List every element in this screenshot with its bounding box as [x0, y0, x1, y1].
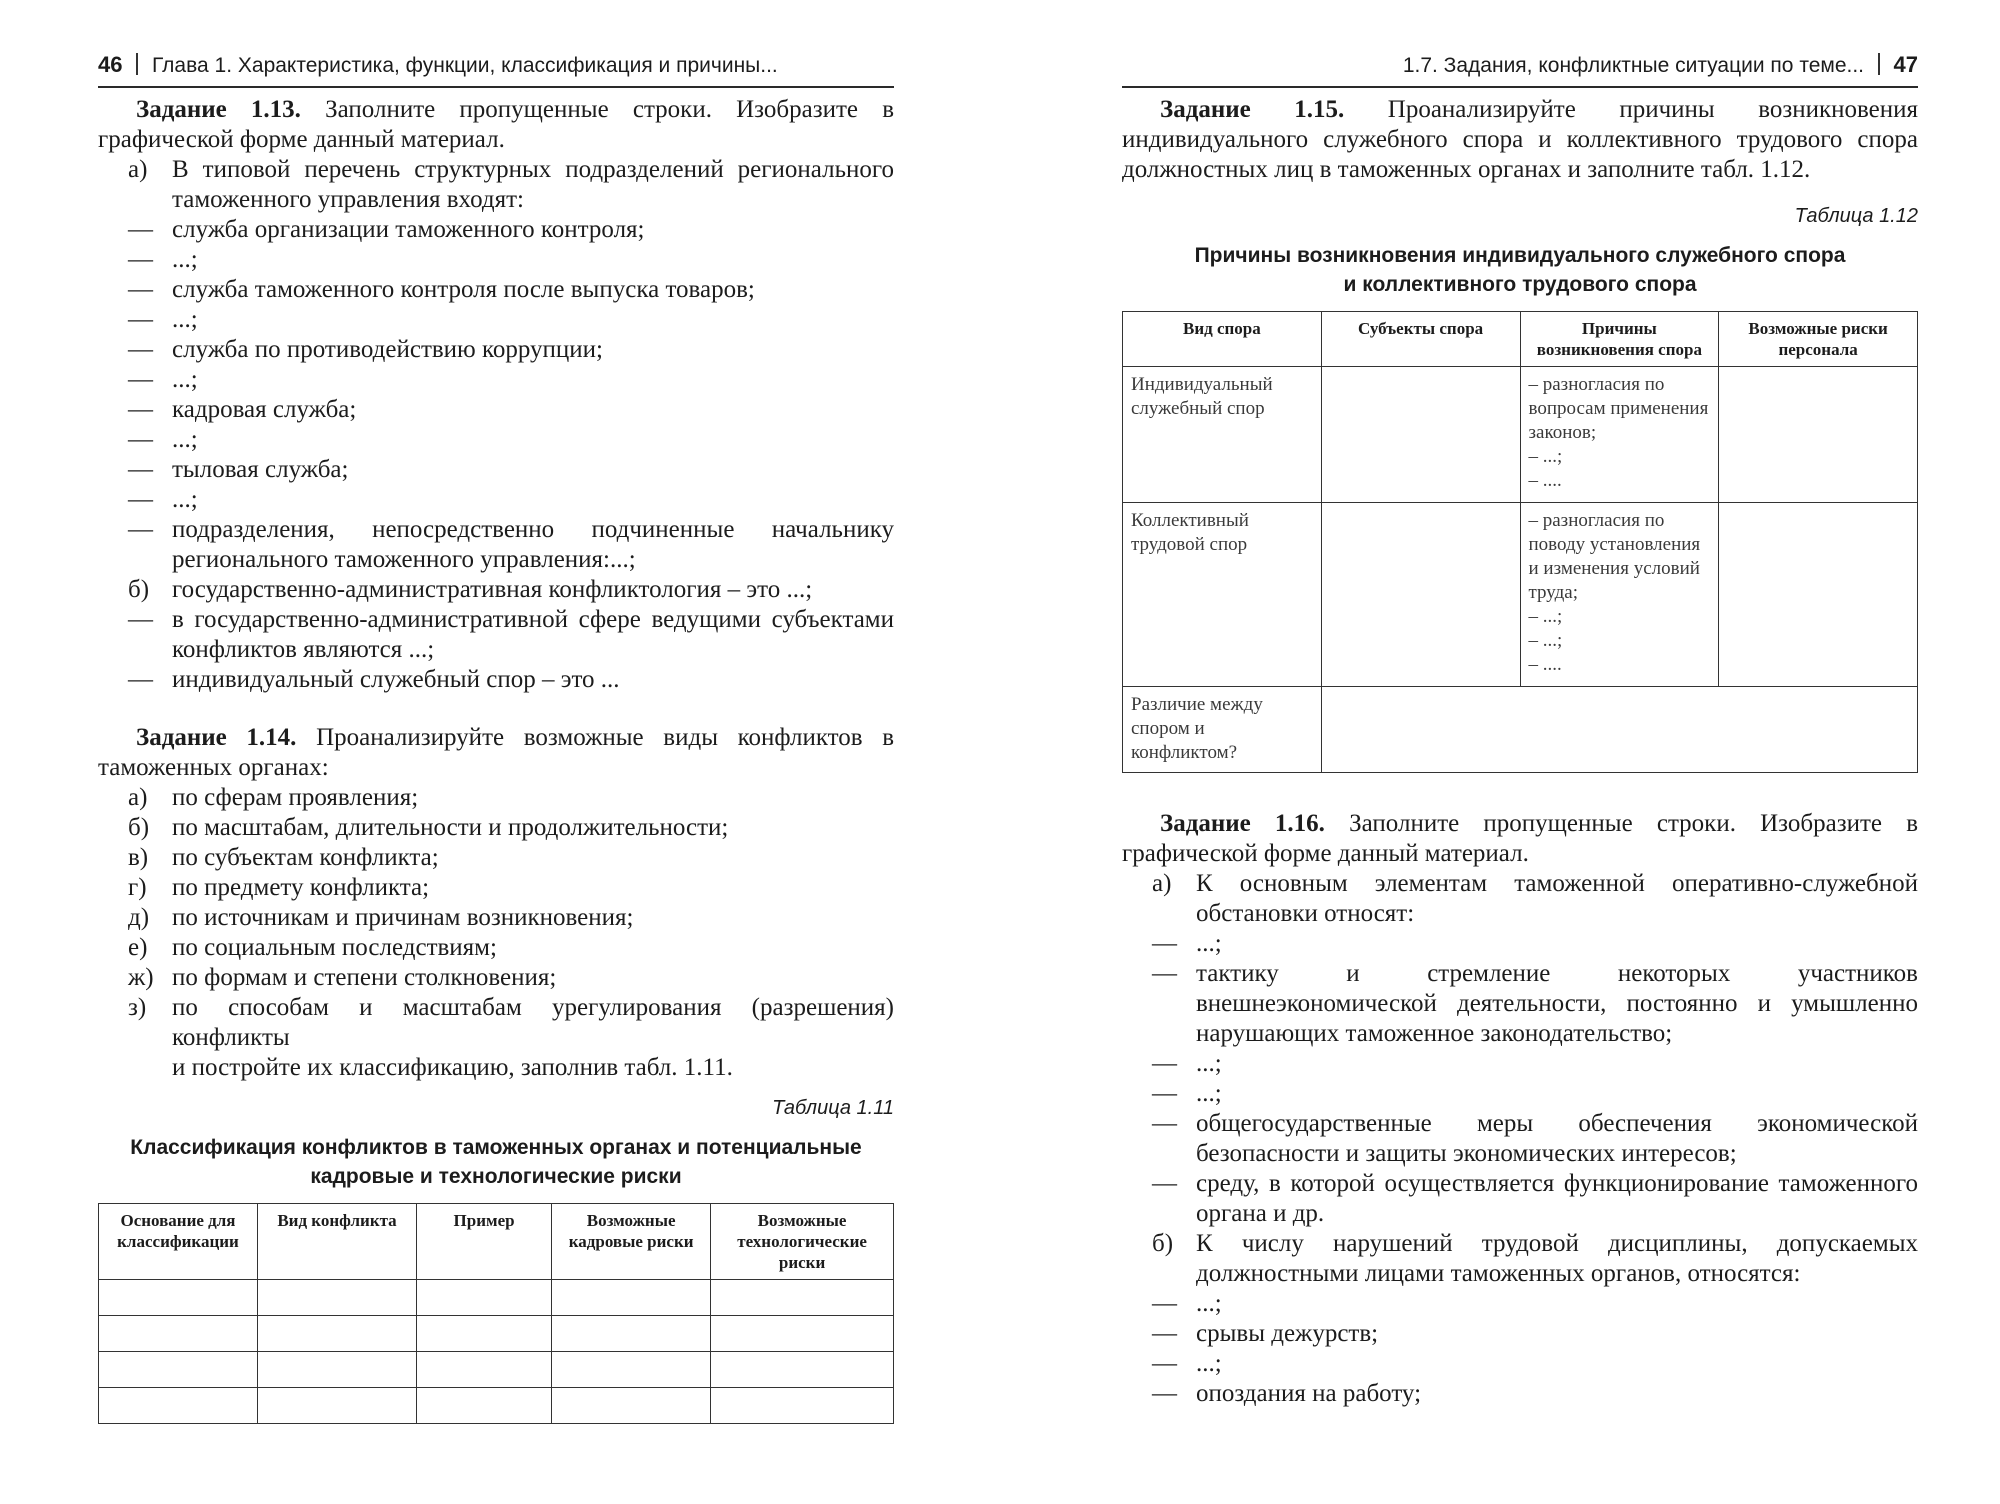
table-header-cell: Вид спора: [1123, 312, 1322, 367]
list-item-text: ...;: [1196, 1290, 1222, 1317]
task-1-16-text: Заполните пропущенные строки. Изобразите в графической форме данный материал.: [1122, 810, 1918, 867]
dash-marker: —: [1152, 1050, 1177, 1077]
list-item: [98, 305, 894, 335]
dash-marker: —: [128, 516, 153, 543]
list-item-text: тактику и стремление некоторых участников внешнеэкономической деятельности, постоянно и умышленно нарушающих таможенное законодательство;: [1196, 960, 1918, 1047]
list-item: [98, 993, 894, 1053]
list-item-text: ...;: [172, 246, 198, 273]
table-header-cell: Вид конфликта: [258, 1204, 417, 1280]
table-header-cell: Пример: [417, 1204, 552, 1280]
list-item: [1122, 1289, 1918, 1319]
spacer: [98, 695, 894, 723]
list-item: [1122, 1169, 1918, 1229]
table-header-row: [1123, 312, 1918, 367]
table-cell: [1321, 367, 1520, 503]
dash-marker: —: [128, 216, 153, 243]
table-cell: [711, 1352, 894, 1388]
list-item: [1122, 1049, 1918, 1079]
list-item: [98, 873, 894, 903]
list-item: [1122, 1079, 1918, 1109]
task-1-15-label: Задание 1.15.: [1160, 96, 1345, 123]
table-cell: [99, 1352, 258, 1388]
list-item-text: по предмету конфликта;: [172, 874, 430, 901]
list-item-text: по источникам и причинам возникновения;: [172, 904, 634, 931]
table-1-11: [98, 1203, 894, 1424]
right-section-title: 1.7. Задания, конфликтные ситуации по теме...: [1402, 54, 1865, 77]
task-1-13-item-b: [98, 575, 894, 605]
table-title-line: и коллективного трудового спора: [1343, 273, 1697, 296]
table-header-cell: Возможные технологические риски: [711, 1204, 894, 1280]
table-header-cell: Причины возникновения спора: [1520, 312, 1719, 367]
list-item-text: тыловая служба;: [172, 456, 349, 483]
list-item: [98, 215, 894, 245]
table-row: [1123, 687, 1918, 773]
dash-marker: —: [1152, 1350, 1177, 1377]
table-1-11-caption: Таблица 1.11: [772, 1097, 894, 1119]
dash-marker: —: [1152, 960, 1177, 987]
list-marker: д): [128, 904, 150, 931]
dash-marker: —: [1152, 1380, 1177, 1407]
task-1-13-label: Задание 1.13.: [136, 96, 301, 123]
list-item-text: служба по противодействию коррупции;: [172, 336, 603, 363]
left-page-number: 46: [98, 52, 123, 77]
list-item-text: опоздания на работу;: [1196, 1380, 1422, 1407]
dash-marker: —: [128, 486, 153, 513]
dispute-cause-cell: [1520, 367, 1719, 503]
right-page-number: 47: [1893, 52, 1918, 77]
list-item: [1122, 1319, 1918, 1349]
dash-marker: —: [128, 246, 153, 273]
task-1-14-closing: и постройте их классификацию, заполнив табл. 1.11.: [172, 1054, 733, 1081]
table-header-row: [99, 1204, 894, 1280]
table-cell: [258, 1352, 417, 1388]
table-header-cell: Субъекты спора: [1321, 312, 1520, 367]
table-cell: [258, 1316, 417, 1352]
list-marker: а): [128, 784, 148, 811]
cause-line: – ....: [1528, 470, 1562, 491]
dash-marker: —: [1152, 1110, 1177, 1137]
list-item: [1122, 1109, 1918, 1169]
table-cell: [417, 1352, 552, 1388]
list-marker: в): [128, 844, 149, 871]
list-item-text: в государственно-административной сфере ведущими субъектами конфликтов являются ...;: [172, 606, 894, 663]
dash-marker: —: [1152, 1290, 1177, 1317]
list-item-text: по социальным последствиям;: [172, 934, 497, 961]
task-1-16-label: Задание 1.16.: [1160, 810, 1325, 837]
task-1-14-label: Задание 1.14.: [136, 724, 297, 751]
table-row: [99, 1280, 894, 1316]
dispute-type-cell: Индивидуальный служебный спор: [1123, 367, 1322, 503]
dash-marker: —: [128, 336, 153, 363]
dash-marker: —: [1152, 930, 1177, 957]
dash-marker: —: [128, 276, 153, 303]
list-item: [98, 245, 894, 275]
dash-marker: —: [128, 666, 153, 693]
list-item-text: срывы дежурств;: [1196, 1320, 1379, 1347]
list-item: [98, 813, 894, 843]
list-item-text: по субъектам конфликта;: [172, 844, 439, 871]
list-item-text: общегосударственные меры обеспечения экономической безопасности и защиты экономических интересов;: [1196, 1110, 1918, 1167]
table-1-12-title: [1122, 241, 1918, 299]
table-cell: [1719, 503, 1918, 687]
cause-line: – ...;: [1528, 606, 1563, 627]
task-1-15-intro: [1122, 95, 1918, 185]
list-marker: г): [128, 874, 147, 901]
table-cell: [552, 1388, 711, 1424]
table-cell: [1321, 687, 1917, 773]
dash-marker: —: [128, 426, 153, 453]
list-marker: б): [1152, 1230, 1174, 1257]
list-item: [98, 455, 894, 485]
table-cell: [417, 1316, 552, 1352]
table-cell: [552, 1280, 711, 1316]
list-item: [98, 425, 894, 455]
task-1-16-intro: [1122, 809, 1918, 869]
list-item: [98, 605, 894, 665]
list-item-text: кадровая служба;: [172, 396, 357, 423]
list-item-text: индивидуальный служебный спор – это ...: [172, 666, 620, 693]
table-row: [1123, 503, 1918, 687]
table-1-11-title: Классификация конфликтов в таможенных органах и потенциальные кадровые и технологические риски: [130, 1136, 862, 1188]
list-item: [98, 515, 894, 575]
list-item: [98, 843, 894, 873]
dispute-type-cell: Различие между спором и конфликтом?: [1123, 687, 1322, 773]
list-item: [98, 903, 894, 933]
list-item-text: по сферам проявления;: [172, 784, 419, 811]
task-1-15-text: Проанализируйте причины возникновения индивидуального служебного спора и коллективного трудового спора должностных лиц в таможенных органах и заполните табл. 1.12.: [1122, 96, 1919, 183]
list-item-text: по способам и масштабам урегулирования (разрешения) конфликты: [172, 994, 894, 1051]
list-marker: е): [128, 934, 148, 961]
list-item-text: служба организации таможенного контроля;: [172, 216, 645, 243]
left-chapter-title: Глава 1. Характеристика, функции, классификация и причины...: [151, 54, 778, 77]
dash-marker: —: [128, 606, 153, 633]
list-item-text: по формам и степени столкновения;: [172, 964, 557, 991]
right-page-body: [1122, 95, 1918, 1409]
table-cell: [1321, 503, 1520, 687]
list-item-text: ...;: [172, 486, 198, 513]
list-item-text: подразделения, непосредственно подчиненные начальнику регионального таможенного управления:...;: [172, 516, 894, 573]
list-item-text: ...;: [1196, 1050, 1222, 1077]
header-divider: [1878, 53, 1880, 75]
table-cell: [1719, 367, 1918, 503]
list-item: [98, 275, 894, 305]
list-item-text: К основным элементам таможенной оперативно-служебной обстановки относят:: [1196, 870, 1918, 927]
list-item: [98, 485, 894, 515]
list-item-text: ...;: [172, 366, 198, 393]
table-row: [99, 1352, 894, 1388]
left-page: [98, 0, 894, 1504]
list-item-text: ...;: [1196, 1080, 1222, 1107]
list-item-text: ...;: [172, 306, 198, 333]
table-row: [99, 1388, 894, 1424]
list-marker: б): [128, 576, 150, 603]
list-marker: а): [1152, 870, 1172, 897]
dash-marker: —: [1152, 1080, 1177, 1107]
table-row: [99, 1316, 894, 1352]
list-item-text: ...;: [1196, 930, 1222, 957]
table-cell: [711, 1388, 894, 1424]
list-item: [98, 665, 894, 695]
table-header-cell: Возможные кадровые риски: [552, 1204, 711, 1280]
table-cell: [99, 1316, 258, 1352]
header-divider: [136, 53, 138, 75]
list-item: [1122, 959, 1918, 1049]
cause-line: – разногласия по вопросам применения законов;: [1528, 374, 1709, 443]
task-1-16-item-a: [1122, 869, 1918, 929]
table-cell: [552, 1316, 711, 1352]
left-running-header: [98, 48, 894, 88]
table-header-cell: Основание для классификации: [99, 1204, 258, 1280]
dispute-cause-cell: [1520, 503, 1719, 687]
cause-line: – ...;: [1528, 446, 1563, 467]
task-1-13-text: Заполните пропущенные строки. Изобразите в графической форме данный материал.: [98, 96, 894, 153]
right-page: [1122, 0, 1918, 1504]
list-item-text: К числу нарушений трудовой дисциплины, допускаемых должностными лицами таможенных органов, относятся:: [1196, 1230, 1918, 1287]
task-1-13-intro: [98, 95, 894, 155]
task-1-16-item-b: [1122, 1229, 1918, 1289]
right-running-header: [1122, 48, 1918, 88]
task-1-14-text: Проанализируйте возможные виды конфликтов в таможенных органах:: [98, 724, 894, 781]
table-cell: [711, 1280, 894, 1316]
table-1-12-caption: Таблица 1.12: [1794, 205, 1918, 227]
list-item-text: ...;: [172, 426, 198, 453]
dash-marker: —: [128, 306, 153, 333]
list-item: [98, 335, 894, 365]
dash-marker: —: [128, 396, 153, 423]
list-item: [98, 963, 894, 993]
list-item: [98, 783, 894, 813]
cause-line: – ...;: [1528, 630, 1563, 651]
list-item: [98, 365, 894, 395]
table-cell: [552, 1352, 711, 1388]
table-cell: [417, 1280, 552, 1316]
table-cell: [711, 1316, 894, 1352]
table-title-line: Причины возникновения индивидуального служебного спора: [1194, 244, 1846, 267]
dispute-type-cell: Коллективный трудовой спор: [1123, 503, 1322, 687]
list-marker: з): [128, 994, 147, 1021]
list-item: [1122, 1379, 1918, 1409]
list-item-text: ...;: [1196, 1350, 1222, 1377]
list-marker: б): [128, 814, 150, 841]
table-header-cell: Возможные риски персонала: [1719, 312, 1918, 367]
task-1-14-intro: [98, 723, 894, 783]
spacer: [1122, 773, 1918, 809]
list-marker: ж): [128, 964, 154, 991]
cause-line: – ....: [1528, 654, 1562, 675]
list-item-text: государственно-административная конфликтология – это ...;: [172, 576, 813, 603]
table-cell: [258, 1388, 417, 1424]
list-item-text: среду, в которой осуществляется функционирование таможенного органа и др.: [1196, 1170, 1918, 1227]
table-cell: [99, 1388, 258, 1424]
table-cell: [258, 1280, 417, 1316]
list-item-text: по масштабам, длительности и продолжительности;: [172, 814, 729, 841]
dash-marker: —: [1152, 1170, 1177, 1197]
list-marker: а): [128, 156, 148, 183]
dash-marker: —: [1152, 1320, 1177, 1347]
dash-marker: —: [128, 366, 153, 393]
list-item: [98, 395, 894, 425]
list-item: [1122, 929, 1918, 959]
task-1-13-item-a: [98, 155, 894, 215]
table-cell: [417, 1388, 552, 1424]
list-item: [98, 933, 894, 963]
table-row: [1123, 367, 1918, 503]
list-item-text: служба таможенного контроля после выпуска товаров;: [172, 276, 755, 303]
left-page-body: [98, 95, 894, 1424]
table-1-12: [1122, 311, 1918, 773]
cause-line: – разногласия по поводу установления и изменения условий труда;: [1528, 510, 1701, 603]
list-item-text: В типовой перечень структурных подразделений регионального таможенного управления входят:: [172, 156, 894, 213]
list-item: [1122, 1349, 1918, 1379]
dash-marker: —: [128, 456, 153, 483]
table-cell: [99, 1280, 258, 1316]
